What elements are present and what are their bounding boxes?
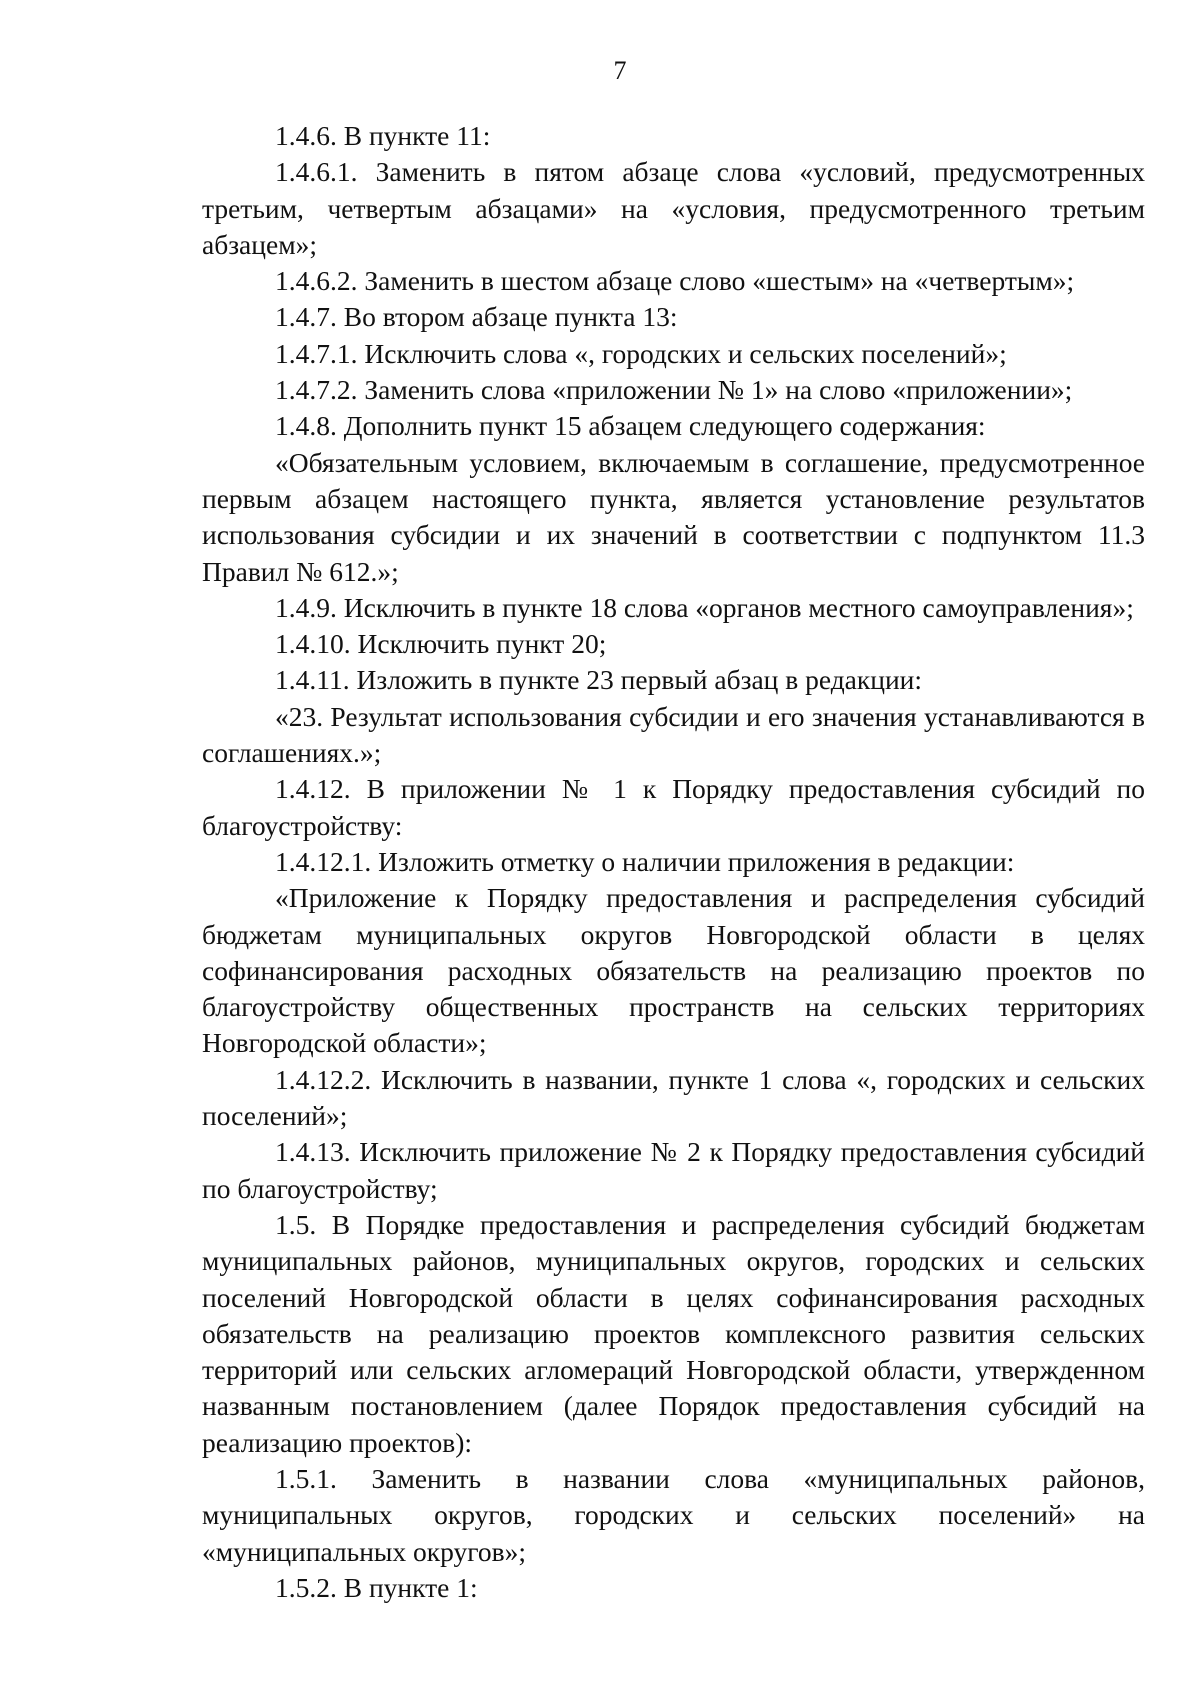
paragraph-1-4-6-1: 1.4.6.1. Заменить в пятом абзаце слова «условий, предусмотренных третьим, четвертым абзацами» на «условия, предусмотренного третьим абзацем»; [202, 156, 1145, 260]
paragraph-1-5: 1.5. В Порядке предоставления и распределения субсидий бюджетам муниципальных районов, муниципальных округов, городских и сельских поселений Новгородской области в целях софинансирования расходных обязательств на реализацию проектов комплексного развития сельских территорий или сельских агломераций Новгородской области, утвержденном названным постановлением (далее Порядок предоставления субсидий на реализацию проектов): [202, 1208, 1145, 1458]
paragraph-1-4-7-1: 1.4.7.1. Исключить слова «, городских и сельских поселений»; [275, 337, 1007, 369]
paragraph-1-4-6: 1.4.6. В пункте 11: [275, 120, 491, 151]
paragraph-1-4-12-1: 1.4.12.1. Изложить отметку о наличии приложения в редакции: [275, 845, 1015, 877]
paragraph-1-4-6-2: 1.4.6.2. Заменить в шестом абзаце слово «шестым» на «четвертым»; [275, 265, 1075, 297]
paragraph-1-4-8-quote: «Обязательным условием, включаемым в соглашение, предусмотренное первым абзацем настоящего пункта, является установление результатов использования субсидии и их значений в соответствии с подпунктом 11.3 Правил № 612.»; [202, 446, 1145, 587]
paragraph-1-4-7: 1.4.7. Во втором абзаце пункта 13: [275, 301, 678, 333]
page-number: 7 [613, 56, 627, 85]
paragraph-1-4-12: 1.4.12. В приложении № 1 к Порядку предоставления субсидий по благоустройству: [202, 773, 1145, 841]
paragraph-1-4-11: 1.4.11. Изложить в пункте 23 первый абзац в редакции: [275, 664, 923, 696]
paragraph-1-4-10: 1.4.10. Исключить пункт 20; [275, 628, 607, 660]
paragraph-1-4-7-2: 1.4.7.2. Заменить слова «приложении № 1» на слово «приложении»; [275, 374, 1073, 406]
paragraph-1-4-11-quote: «23. Результат использования субсидии и его значения устанавливаются в соглашениях.»; [202, 700, 1145, 769]
paragraph-1-4-8: 1.4.8. Дополнить пункт 15 абзацем следующего содержания: [275, 410, 986, 442]
paragraph-1-4-12-2: 1.4.12.2. Исключить в названии, пункте 1 слова «, городских и сельских поселений»; [202, 1063, 1145, 1132]
paragraph-1-4-12-1-quote: «Приложение к Порядку предоставления и распределения субсидий бюджетам муниципальных округов Новгородской области в целях софинансирования расходных обязательств на реализацию проектов по благоустройству общественных пространств на сельских территориях Новгородской области»; [202, 882, 1145, 1059]
paragraph-1-5-1: 1.5.1. Заменить в названии слова «муниципальных районов, муниципальных округов, городских и сельских поселений» на «муниципальных округов»; [202, 1462, 1145, 1567]
paragraph-1-5-2: 1.5.2. В пункте 1: [275, 1571, 478, 1603]
paragraph-1-4-9: 1.4.9. Исключить в пункте 18 слова «органов местного самоуправления»; [275, 591, 1134, 623]
paragraph-1-4-13: 1.4.13. Исключить приложение № 2 к Порядку предоставления субсидий по благоустройству; [202, 1136, 1145, 1204]
document-body [202, 118, 1145, 1606]
